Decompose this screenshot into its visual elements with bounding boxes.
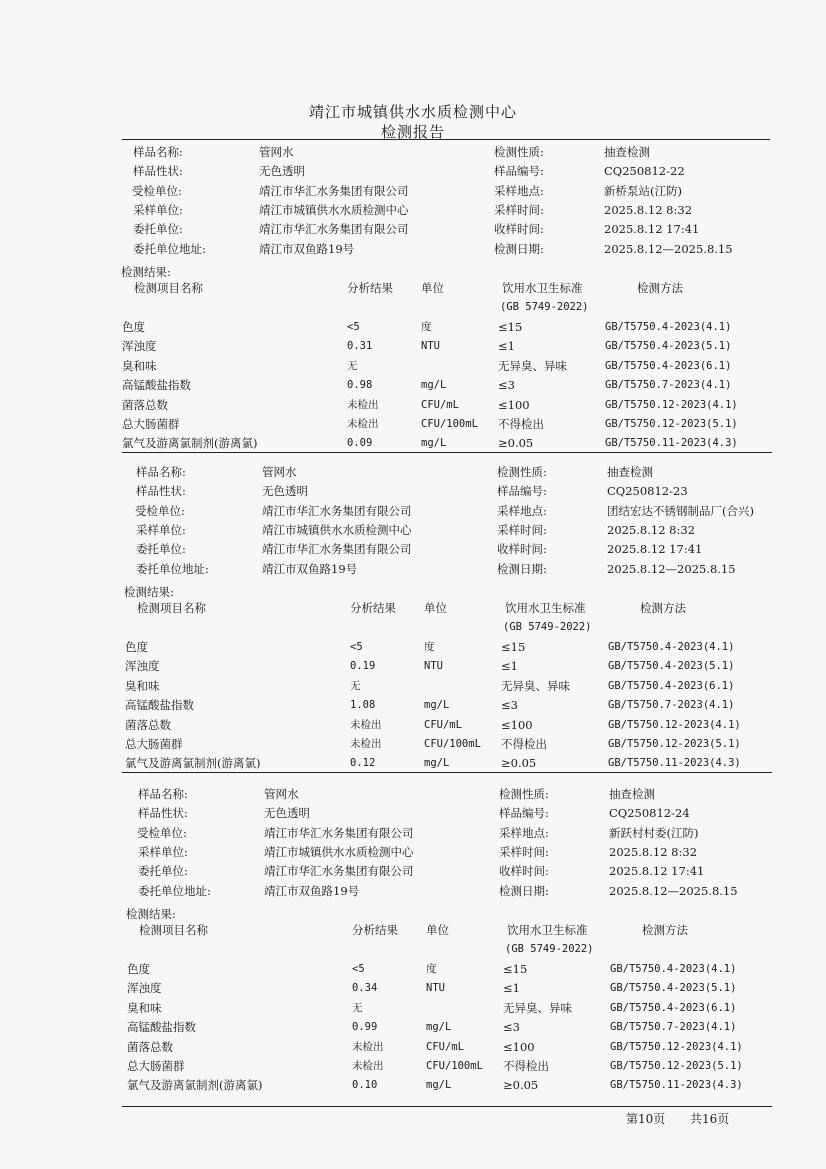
info-value-test-nature: 抽查检测 bbox=[607, 465, 653, 479]
table-cell-result: 无 bbox=[352, 1001, 363, 1014]
col-header-result: 分析结果 bbox=[347, 281, 393, 295]
table-cell-method: GB/T5750.4-2023(6.1) bbox=[605, 359, 732, 372]
report-title: 检测报告 bbox=[380, 123, 445, 141]
table-cell-method: GB/T5750.12-2023(5.1) bbox=[608, 738, 741, 750]
info-label-sample-no: 样品编号: bbox=[499, 806, 549, 821]
info-label-sample-name: 样品名称: bbox=[138, 787, 188, 801]
table-cell-item: 色度 bbox=[127, 962, 150, 976]
block-separator-rule bbox=[122, 772, 772, 773]
info-value-sample-name: 管网水 bbox=[264, 787, 299, 801]
info-label-test-nature: 检测性质: bbox=[497, 465, 547, 479]
table-cell-method: GB/T5750.4-2023(4.1) bbox=[608, 641, 735, 653]
info-value-client-unit: 靖江市华汇水务集团有限公司 bbox=[262, 542, 412, 557]
info-label-sampling-unit: 采样单位: bbox=[138, 844, 188, 859]
info-value-sampling-site: 新跃村村委(江防) bbox=[609, 825, 699, 840]
report-organization: 靖江市城镇供水水质检测中心 bbox=[308, 103, 517, 121]
table-cell-method: GB/T5750.11-2023(4.3) bbox=[605, 437, 738, 450]
info-label-sample-state: 样品性状: bbox=[136, 484, 186, 499]
table-cell-standard: ≤3 bbox=[501, 698, 518, 713]
info-value-test-nature: 抽查检测 bbox=[604, 145, 650, 159]
table-cell-unit: mg/L bbox=[421, 437, 447, 450]
table-cell-standard: ≤100 bbox=[498, 397, 530, 412]
info-label-sampling-unit: 采样单位: bbox=[136, 522, 186, 537]
table-cell-standard: ≤15 bbox=[498, 320, 523, 334]
col-header-unit: 单位 bbox=[424, 601, 447, 615]
info-label-sampling-site: 采样地点: bbox=[497, 503, 547, 518]
info-label-test-date: 检测日期: bbox=[497, 561, 547, 576]
info-label-sampling-time: 采样时间: bbox=[499, 844, 549, 859]
table-cell-item: 菌落总数 bbox=[122, 397, 168, 412]
table-cell-standard: ≥0.05 bbox=[501, 756, 537, 771]
table-cell-unit: 度 bbox=[426, 963, 437, 975]
info-value-sampling-time: 2025.8.12 8:32 bbox=[604, 202, 693, 217]
info-label-client-address: 委托单位地址: bbox=[138, 883, 211, 898]
info-label-sample-no: 样品编号: bbox=[497, 484, 547, 499]
info-value-test-date: 2025.8.12—2025.8.15 bbox=[607, 561, 736, 576]
table-cell-result: 0.31 bbox=[347, 340, 373, 353]
info-label-sampling-site: 采样地点: bbox=[494, 183, 544, 198]
table-cell-standard: 不得检出 bbox=[503, 1059, 549, 1073]
table-cell-standard: 无异臭、异味 bbox=[498, 358, 567, 373]
col-header-result: 分析结果 bbox=[350, 601, 396, 615]
table-cell-method: GB/T5750.11-2023(4.3) bbox=[608, 757, 741, 770]
table-cell-standard: 无异臭、异味 bbox=[503, 1000, 572, 1015]
table-cell-item: 浑浊度 bbox=[127, 981, 162, 996]
col-header-method: 检测方法 bbox=[640, 601, 686, 615]
table-cell-method: GB/T5750.4-2023(4.1) bbox=[605, 321, 732, 333]
info-value-test-nature: 抽查检测 bbox=[609, 787, 655, 801]
info-label-sample-no: 样品编号: bbox=[494, 164, 544, 179]
header-rule bbox=[122, 139, 770, 140]
info-value-sampling-site: 新桥泵站(江防) bbox=[604, 183, 682, 198]
table-cell-item: 总大肠菌群 bbox=[125, 737, 183, 751]
table-cell-unit: CFU/100mL bbox=[426, 1060, 483, 1072]
info-value-receipt-time: 2025.8.12 17:41 bbox=[604, 222, 700, 237]
table-cell-method: GB/T5750.12-2023(5.1) bbox=[610, 1060, 743, 1072]
table-cell-result: <5 bbox=[350, 641, 363, 653]
table-cell-standard: ≥0.05 bbox=[498, 436, 534, 451]
table-cell-standard: ≤1 bbox=[501, 659, 518, 674]
col-header-item: 检测项目名称 bbox=[134, 281, 203, 295]
table-cell-standard: ≤3 bbox=[503, 1020, 520, 1035]
info-value-client-address: 靖江市双鱼路19号 bbox=[264, 883, 360, 898]
info-label-client-unit: 委托单位: bbox=[136, 542, 186, 557]
table-cell-unit: CFU/mL bbox=[424, 718, 462, 731]
info-value-inspected-unit: 靖江市华汇水务集团有限公司 bbox=[264, 825, 414, 840]
table-cell-unit: 度 bbox=[424, 641, 435, 653]
table-cell-item: 臭和味 bbox=[122, 358, 157, 373]
info-value-receipt-time: 2025.8.12 17:41 bbox=[607, 542, 703, 557]
info-value-receipt-time: 2025.8.12 17:41 bbox=[609, 864, 705, 879]
info-label-sample-state: 样品性状: bbox=[138, 806, 188, 821]
table-cell-item: 色度 bbox=[125, 640, 148, 654]
col-header-standard-ref: (GB 5749-2022) bbox=[500, 301, 589, 313]
table-cell-method: GB/T5750.4-2023(5.1) bbox=[605, 340, 732, 353]
table-cell-item: 氯气及游离氯制剂(游离氯) bbox=[127, 1078, 263, 1093]
table-cell-result: <5 bbox=[352, 963, 365, 975]
info-value-client-address: 靖江市双鱼路19号 bbox=[259, 241, 355, 256]
info-value-sampling-unit: 靖江市城镇供水水质检测中心 bbox=[264, 844, 414, 859]
info-value-sample-name: 管网水 bbox=[259, 145, 294, 159]
table-cell-item: 高锰酸盐指数 bbox=[122, 378, 191, 393]
table-cell-result: 未检出 bbox=[352, 1060, 384, 1072]
info-label-sampling-time: 采样时间: bbox=[497, 522, 547, 537]
col-header-standard-ref: (GB 5749-2022) bbox=[503, 621, 592, 633]
table-cell-standard: ≤15 bbox=[503, 962, 528, 976]
info-value-sampling-time: 2025.8.12 8:32 bbox=[609, 844, 698, 859]
info-label-test-nature: 检测性质: bbox=[494, 145, 544, 159]
table-cell-item: 氯气及游离氯制剂(游离氯) bbox=[125, 756, 261, 771]
table-cell-result: 未检出 bbox=[347, 418, 379, 430]
info-value-sampling-unit: 靖江市城镇供水水质检测中心 bbox=[262, 522, 412, 537]
results-label: 检测结果: bbox=[121, 265, 171, 279]
info-label-sample-name: 样品名称: bbox=[136, 465, 186, 479]
table-cell-standard: 不得检出 bbox=[501, 737, 547, 751]
table-cell-unit: NTU bbox=[421, 340, 440, 353]
col-header-unit: 单位 bbox=[421, 281, 444, 295]
info-value-sample-name: 管网水 bbox=[262, 465, 297, 479]
table-cell-method: GB/T5750.4-2023(4.1) bbox=[610, 963, 737, 975]
table-cell-method: GB/T5750.7-2023(4.1) bbox=[608, 699, 735, 712]
table-cell-method: GB/T5750.11-2023(4.3) bbox=[610, 1079, 743, 1092]
info-value-sampling-site: 团结宏达不锈钢制品厂(合兴) bbox=[607, 503, 754, 518]
table-cell-result: 0.12 bbox=[350, 757, 376, 770]
table-cell-result: 0.10 bbox=[352, 1079, 378, 1092]
table-cell-standard: 无异臭、异味 bbox=[501, 678, 570, 693]
info-value-client-unit: 靖江市华汇水务集团有限公司 bbox=[259, 222, 409, 237]
table-cell-unit: NTU bbox=[424, 660, 443, 673]
col-header-standard: 饮用水卫生标准 bbox=[507, 923, 588, 937]
info-label-client-unit: 委托单位: bbox=[138, 864, 188, 879]
table-cell-result: 未检出 bbox=[350, 718, 382, 731]
table-cell-method: GB/T5750.7-2023(4.1) bbox=[605, 379, 732, 392]
col-header-method: 检测方法 bbox=[642, 923, 688, 937]
info-label-sampling-site: 采样地点: bbox=[499, 825, 549, 840]
info-label-inspected-unit: 受检单位: bbox=[132, 183, 182, 198]
page-number: 第10页 bbox=[626, 1112, 666, 1126]
info-value-test-date: 2025.8.12—2025.8.15 bbox=[609, 883, 738, 898]
table-cell-method: GB/T5750.4-2023(5.1) bbox=[608, 660, 735, 673]
table-cell-result: 无 bbox=[347, 359, 358, 372]
table-cell-method: GB/T5750.4-2023(5.1) bbox=[610, 982, 737, 995]
table-cell-item: 色度 bbox=[122, 320, 145, 334]
col-header-standard: 饮用水卫生标准 bbox=[505, 601, 586, 615]
table-cell-unit: CFU/100mL bbox=[421, 418, 478, 430]
table-cell-item: 高锰酸盐指数 bbox=[125, 698, 194, 713]
info-value-sample-state: 无色透明 bbox=[259, 164, 305, 179]
table-cell-standard: ≤1 bbox=[503, 981, 520, 996]
table-cell-result: 0.99 bbox=[352, 1021, 378, 1034]
col-header-standard: 饮用水卫生标准 bbox=[502, 281, 583, 295]
info-value-client-address: 靖江市双鱼路19号 bbox=[262, 561, 358, 576]
table-cell-result: 0.19 bbox=[350, 660, 376, 673]
col-header-result: 分析结果 bbox=[352, 923, 398, 937]
info-label-test-nature: 检测性质: bbox=[499, 787, 549, 801]
col-header-unit: 单位 bbox=[426, 923, 449, 937]
table-cell-method: GB/T5750.4-2023(6.1) bbox=[608, 679, 735, 692]
table-cell-result: 未检出 bbox=[347, 398, 379, 411]
info-label-inspected-unit: 受检单位: bbox=[135, 503, 185, 518]
table-cell-result: <5 bbox=[347, 321, 360, 333]
table-cell-unit: NTU bbox=[426, 982, 445, 995]
table-cell-unit: CFU/100mL bbox=[424, 738, 481, 750]
table-cell-item: 高锰酸盐指数 bbox=[127, 1020, 196, 1035]
table-cell-item: 氯气及游离氯制剂(游离氯) bbox=[122, 436, 258, 451]
info-label-sampling-time: 采样时间: bbox=[494, 202, 544, 217]
info-label-receipt-time: 收样时间: bbox=[494, 222, 544, 237]
info-label-receipt-time: 收样时间: bbox=[497, 542, 547, 557]
table-cell-method: GB/T5750.7-2023(4.1) bbox=[610, 1021, 737, 1034]
info-label-receipt-time: 收样时间: bbox=[499, 864, 549, 879]
table-cell-standard: 不得检出 bbox=[498, 417, 544, 431]
table-cell-item: 菌落总数 bbox=[125, 717, 171, 732]
info-value-sample-no: CQ250812-24 bbox=[609, 806, 690, 821]
table-cell-method: GB/T5750.12-2023(4.1) bbox=[608, 718, 741, 731]
info-value-sample-no: CQ250812-23 bbox=[607, 484, 688, 499]
table-cell-method: GB/T5750.12-2023(4.1) bbox=[605, 398, 738, 411]
info-value-sampling-time: 2025.8.12 8:32 bbox=[607, 522, 696, 537]
info-label-inspected-unit: 受检单位: bbox=[137, 825, 187, 840]
table-cell-unit: CFU/mL bbox=[421, 398, 459, 411]
table-cell-result: 0.34 bbox=[352, 982, 378, 995]
info-label-client-address: 委托单位地址: bbox=[136, 561, 209, 576]
info-value-test-date: 2025.8.12—2025.8.15 bbox=[604, 241, 733, 256]
info-label-client-unit: 委托单位: bbox=[133, 222, 183, 237]
table-cell-result: 无 bbox=[350, 679, 361, 692]
results-label: 检测结果: bbox=[124, 585, 174, 599]
info-label-sample-state: 样品性状: bbox=[133, 164, 183, 179]
table-cell-unit: mg/L bbox=[421, 379, 447, 392]
table-cell-method: GB/T5750.12-2023(4.1) bbox=[610, 1040, 743, 1053]
info-value-sample-state: 无色透明 bbox=[262, 484, 308, 499]
info-value-sample-no: CQ250812-22 bbox=[604, 164, 685, 179]
info-label-client-address: 委托单位地址: bbox=[133, 241, 206, 256]
table-cell-standard: ≤100 bbox=[501, 717, 533, 732]
table-cell-result: 0.09 bbox=[347, 437, 373, 450]
table-cell-item: 浑浊度 bbox=[125, 659, 160, 674]
table-cell-result: 未检出 bbox=[350, 738, 382, 750]
table-cell-item: 总大肠菌群 bbox=[127, 1059, 185, 1073]
info-label-sample-name: 样品名称: bbox=[133, 145, 183, 159]
table-cell-item: 臭和味 bbox=[127, 1000, 162, 1015]
info-value-client-unit: 靖江市华汇水务集团有限公司 bbox=[264, 864, 414, 879]
table-cell-standard: ≤1 bbox=[498, 339, 515, 354]
table-cell-standard: ≥0.05 bbox=[503, 1078, 539, 1093]
table-cell-result: 0.98 bbox=[347, 379, 373, 392]
info-label-test-date: 检测日期: bbox=[499, 883, 549, 898]
table-cell-unit: 度 bbox=[421, 321, 432, 333]
table-cell-item: 总大肠菌群 bbox=[122, 417, 180, 431]
info-value-sample-state: 无色透明 bbox=[264, 806, 310, 821]
info-value-inspected-unit: 靖江市华汇水务集团有限公司 bbox=[259, 183, 409, 198]
col-header-method: 检测方法 bbox=[637, 281, 683, 295]
block-separator-rule bbox=[122, 452, 772, 453]
info-label-sampling-unit: 采样单位: bbox=[133, 202, 183, 217]
info-value-inspected-unit: 靖江市华汇水务集团有限公司 bbox=[262, 503, 412, 518]
table-cell-unit: CFU/mL bbox=[426, 1040, 464, 1053]
table-cell-standard: ≤15 bbox=[501, 640, 526, 654]
table-cell-item: 菌落总数 bbox=[127, 1039, 173, 1054]
table-cell-method: GB/T5750.4-2023(6.1) bbox=[610, 1001, 737, 1014]
table-cell-unit: mg/L bbox=[424, 757, 450, 770]
table-cell-item: 臭和味 bbox=[125, 678, 160, 693]
table-cell-result: 1.08 bbox=[350, 699, 376, 712]
table-cell-unit: mg/L bbox=[424, 699, 450, 712]
col-header-standard-ref: (GB 5749-2022) bbox=[505, 943, 594, 955]
table-cell-unit: mg/L bbox=[426, 1079, 452, 1092]
col-header-item: 检测项目名称 bbox=[137, 601, 206, 615]
table-cell-item: 浑浊度 bbox=[122, 339, 157, 354]
table-cell-unit: mg/L bbox=[426, 1021, 452, 1034]
footer-rule bbox=[122, 1106, 772, 1107]
page-total: 共16页 bbox=[690, 1112, 730, 1126]
results-label: 检测结果: bbox=[126, 907, 176, 921]
info-label-test-date: 检测日期: bbox=[494, 241, 544, 256]
table-cell-method: GB/T5750.12-2023(5.1) bbox=[605, 418, 738, 430]
table-cell-result: 未检出 bbox=[352, 1040, 384, 1053]
table-cell-standard: ≤100 bbox=[503, 1039, 535, 1054]
info-value-sampling-unit: 靖江市城镇供水水质检测中心 bbox=[259, 202, 409, 217]
table-cell-standard: ≤3 bbox=[498, 378, 515, 393]
col-header-item: 检测项目名称 bbox=[139, 923, 208, 937]
